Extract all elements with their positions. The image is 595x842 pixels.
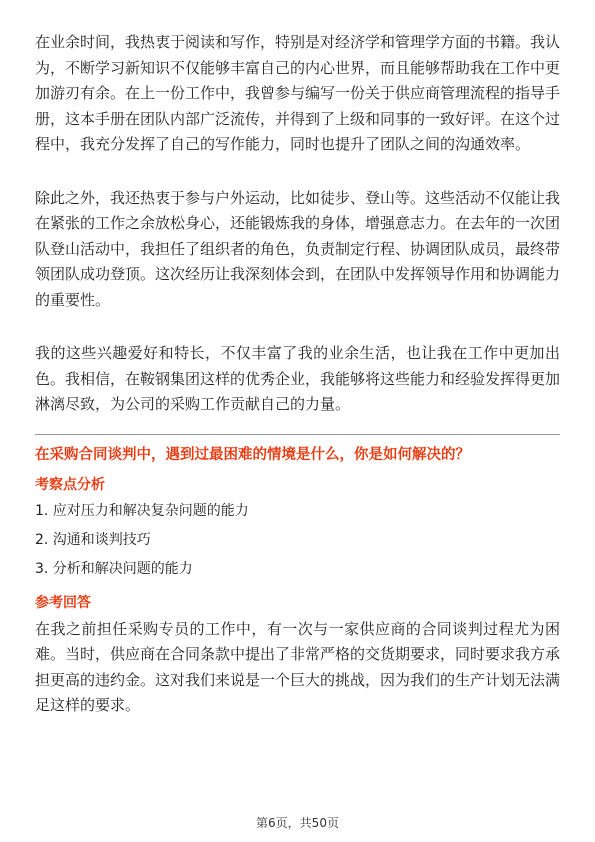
page-number: 第6页，共50页 <box>256 816 339 830</box>
paragraph-gap <box>35 158 560 186</box>
analysis-point: 1. 应对压力和解决复杂问题的能力 <box>35 502 249 519</box>
document-page <box>35 30 560 719</box>
interview-question: 在采购合同谈判中，遇到过最困难的情境是什么，你是如何解决的？ <box>35 446 470 463</box>
section-divider <box>35 434 560 435</box>
paragraph-outdoor-sports: 除此之外，我还热衷于参与户外运动，比如徒步、登山等。这些活动不仅能让我在紧张的工作之余放松身心，还能锻炼我的身体，增强意志力。在去年的一次团队登山活动中，我担任了组织者的角色，负责制定行程、协调团队成员，最终带领团队成功登顶。这次经历让我深刻体会到，在团队中发挥领导作用和协调能力的重要性。 <box>35 188 561 309</box>
analysis-point: 3. 分析和解决问题的能力 <box>35 560 193 577</box>
paragraph-reading-writing: 在业余时间，我热衷于阅读和写作，特别是对经济学和管理学方面的书籍。我认为，不断学习新知识不仅能够丰富自己的内心世界，而且能够帮助我在工作中更加游刃有余。在上一份工作中，我曾参与编写一份关于供应商管理流程的指导手册，这本手册在团队内部广泛流传，并得到了上级和同事的一致好评。在这个过程中，我充分发挥了自己的写作能力，同时也提升了团队之间的沟通效率。 <box>35 33 561 153</box>
paragraph-gap <box>35 313 560 341</box>
reference-answer-text: 在我之前担任采购专员的工作中，有一次与一家供应商的合同谈判过程尤为困难。当时，供应商在合同条款中提出了非常严格的交货期要求，同时要求我方承担更高的违约金。这对我们来说是一个巨大的挑战，因为我们的生产计划无法满足这样的要求。 <box>35 619 561 714</box>
analysis-points-list <box>35 501 560 579</box>
paragraph-conclusion: 我的这些兴趣爱好和特长，不仅丰富了我的业余生活，也让我在工作中更加出色。我相信，在鞍钢集团这样的优秀企业，我能够将这些能力和经验发挥得更加淋漓尽致，为公司的采购工作贡献自己的力量。 <box>35 344 561 413</box>
reference-answer-heading: 参考回答 <box>35 594 91 611</box>
analysis-heading: 考察点分析 <box>35 476 105 493</box>
analysis-point: 2. 沟通和谈判技巧 <box>35 531 151 548</box>
